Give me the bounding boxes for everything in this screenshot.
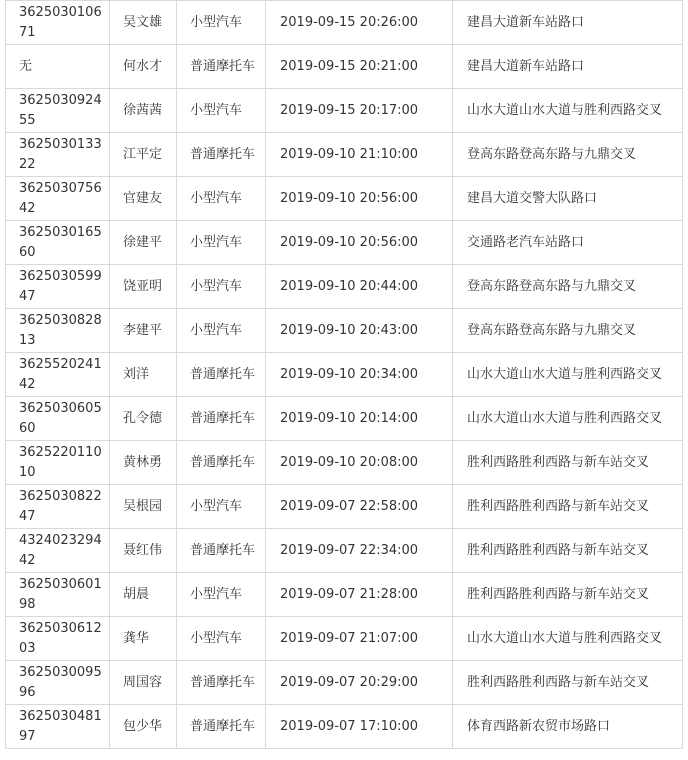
time-cell [266, 45, 453, 89]
vehicle-type-cell [177, 397, 266, 441]
location-cell-text: 山水大道山水大道与胜利西路交叉 [467, 410, 663, 426]
location-cell [453, 353, 683, 397]
location-cell-text: 登高东路登高东路与九鼎交叉 [467, 278, 637, 294]
vehicle-type-cell [177, 617, 266, 661]
id-cell-text: 362503060560 [19, 400, 102, 436]
time-cell [266, 265, 453, 309]
table-row [6, 45, 683, 89]
time-cell [266, 221, 453, 265]
vehicle-type-cell [177, 265, 266, 309]
name-cell [110, 573, 177, 617]
time-cell-text: 2019-09-07 20:29:00 [280, 674, 419, 690]
name-cell [110, 177, 177, 221]
id-cell-text: 362503048197 [19, 708, 102, 744]
vehicle-type-cell [177, 177, 266, 221]
vehicle-type-cell-text: 小型汽车 [190, 630, 243, 646]
time-cell [266, 705, 453, 749]
id-cell [6, 397, 110, 441]
name-cell [110, 617, 177, 661]
vehicle-type-cell [177, 353, 266, 397]
location-cell [453, 661, 683, 705]
time-cell [266, 309, 453, 353]
time-cell [266, 1, 453, 45]
name-cell [110, 661, 177, 705]
time-cell-text: 2019-09-10 21:10:00 [280, 146, 419, 162]
table-row [6, 1, 683, 45]
name-cell [110, 485, 177, 529]
id-cell [6, 573, 110, 617]
vehicle-type-cell [177, 573, 266, 617]
location-cell [453, 397, 683, 441]
id-cell-text: 362503082813 [19, 312, 102, 348]
table-row [6, 221, 683, 265]
id-cell [6, 705, 110, 749]
id-cell-text: 362503061203 [19, 620, 102, 656]
table-row [6, 485, 683, 529]
id-cell [6, 221, 110, 265]
time-cell [266, 573, 453, 617]
name-cell [110, 1, 177, 45]
table-body [6, 1, 683, 749]
vehicle-type-cell-text: 小型汽车 [190, 322, 243, 338]
location-cell [453, 1, 683, 45]
table-row [6, 661, 683, 705]
table-row [6, 617, 683, 661]
table-row [6, 441, 683, 485]
table-row [6, 265, 683, 309]
vehicle-type-cell-text: 小型汽车 [190, 278, 243, 294]
id-cell [6, 1, 110, 45]
location-cell-text: 胜利西路胜利西路与新车站交叉 [467, 498, 650, 514]
vehicle-type-cell [177, 1, 266, 45]
time-cell [266, 617, 453, 661]
vehicle-type-cell-text: 普通摩托车 [190, 718, 256, 734]
location-cell [453, 705, 683, 749]
location-cell [453, 573, 683, 617]
table-row [6, 353, 683, 397]
vehicle-type-cell-text: 普通摩托车 [190, 454, 256, 470]
name-cell-text: 包少华 [123, 718, 163, 734]
vehicle-type-cell-text: 小型汽车 [190, 14, 243, 30]
name-cell [110, 529, 177, 573]
vehicle-type-cell-text: 普通摩托车 [190, 366, 256, 382]
vehicle-type-cell [177, 89, 266, 133]
location-cell-text: 建昌大道交警大队路口 [467, 190, 598, 206]
time-cell-text: 2019-09-10 20:44:00 [280, 278, 419, 294]
vehicle-type-cell [177, 661, 266, 705]
name-cell-text: 吴根园 [123, 498, 163, 514]
vehicle-type-cell-text: 普通摩托车 [190, 410, 256, 426]
name-cell [110, 89, 177, 133]
vehicle-type-cell [177, 485, 266, 529]
vehicle-type-cell [177, 529, 266, 573]
time-cell-text: 2019-09-07 17:10:00 [280, 718, 419, 734]
id-cell [6, 265, 110, 309]
time-cell-text: 2019-09-15 20:26:00 [280, 14, 419, 30]
location-cell-text: 胜利西路胜利西路与新车站交叉 [467, 454, 650, 470]
location-cell-text: 胜利西路胜利西路与新车站交叉 [467, 586, 650, 602]
id-cell-text: 362503075642 [19, 180, 102, 216]
vehicle-type-cell [177, 441, 266, 485]
name-cell-text: 孔令德 [123, 410, 163, 426]
time-cell-text: 2019-09-10 20:08:00 [280, 454, 419, 470]
vehicle-type-cell [177, 309, 266, 353]
location-cell [453, 89, 683, 133]
time-cell [266, 529, 453, 573]
id-cell [6, 661, 110, 705]
time-cell-text: 2019-09-10 20:34:00 [280, 366, 419, 382]
name-cell-text: 官建友 [123, 190, 163, 206]
id-cell [6, 485, 110, 529]
table-row [6, 133, 683, 177]
id-cell-text: 362503013322 [19, 136, 102, 172]
name-cell [110, 441, 177, 485]
location-cell-text: 登高东路登高东路与九鼎交叉 [467, 322, 637, 338]
time-cell [266, 133, 453, 177]
location-cell-text: 登高东路登高东路与九鼎交叉 [467, 146, 637, 162]
id-cell [6, 529, 110, 573]
table-row [6, 89, 683, 133]
vehicle-type-cell-text: 小型汽车 [190, 586, 243, 602]
location-cell-text: 山水大道山水大道与胜利西路交叉 [467, 102, 663, 118]
name-cell-text: 何水才 [123, 58, 163, 74]
location-cell-text: 体育西路新农贸市场路口 [467, 718, 611, 734]
vehicle-type-cell-text: 普通摩托车 [190, 58, 256, 74]
vehicle-type-cell [177, 133, 266, 177]
vehicle-type-cell [177, 221, 266, 265]
location-cell-text: 山水大道山水大道与胜利西路交叉 [467, 630, 663, 646]
vehicle-type-cell [177, 45, 266, 89]
time-cell-text: 2019-09-10 20:56:00 [280, 234, 419, 250]
id-cell-text: 无 [19, 58, 33, 74]
name-cell-text: 刘洋 [123, 366, 150, 382]
location-cell [453, 529, 683, 573]
time-cell-text: 2019-09-15 20:17:00 [280, 102, 419, 118]
time-cell [266, 353, 453, 397]
table-row [6, 529, 683, 573]
time-cell [266, 441, 453, 485]
name-cell-text: 徐建平 [123, 234, 163, 250]
time-cell-text: 2019-09-07 21:28:00 [280, 586, 419, 602]
name-cell [110, 705, 177, 749]
id-cell-text: 362552024142 [19, 356, 102, 392]
location-cell-text: 胜利西路胜利西路与新车站交叉 [467, 542, 650, 558]
location-cell-text: 建昌大道新车站路口 [467, 14, 585, 30]
name-cell [110, 133, 177, 177]
name-cell-text: 徐茜茜 [123, 102, 163, 118]
table-row [6, 177, 683, 221]
time-cell-text: 2019-09-15 20:21:00 [280, 58, 419, 74]
location-cell-text: 建昌大道新车站路口 [467, 58, 585, 74]
name-cell [110, 397, 177, 441]
vehicle-type-cell-text: 普通摩托车 [190, 674, 256, 690]
time-cell-text: 2019-09-10 20:43:00 [280, 322, 419, 338]
location-cell [453, 485, 683, 529]
name-cell [110, 309, 177, 353]
vehicle-type-cell-text: 小型汽车 [190, 498, 243, 514]
location-cell [453, 221, 683, 265]
vehicle-type-cell-text: 小型汽车 [190, 190, 243, 206]
id-cell [6, 177, 110, 221]
id-cell [6, 309, 110, 353]
id-cell-text: 362503016560 [19, 224, 102, 260]
name-cell [110, 45, 177, 89]
name-cell-text: 李建平 [123, 322, 163, 338]
name-cell-text: 周国容 [123, 674, 163, 690]
id-cell [6, 353, 110, 397]
location-cell [453, 617, 683, 661]
location-cell [453, 177, 683, 221]
name-cell [110, 221, 177, 265]
id-cell-text: 362503092455 [19, 92, 102, 128]
time-cell [266, 177, 453, 221]
table-row [6, 397, 683, 441]
name-cell-text: 黄林勇 [123, 454, 163, 470]
vehicle-type-cell [177, 705, 266, 749]
id-cell [6, 441, 110, 485]
location-cell [453, 265, 683, 309]
vehicle-type-cell-text: 普通摩托车 [190, 146, 256, 162]
id-cell [6, 133, 110, 177]
id-cell-text: 362522011010 [19, 444, 102, 480]
name-cell-text: 聂红伟 [123, 542, 163, 558]
id-cell [6, 45, 110, 89]
vehicle-type-cell-text: 小型汽车 [190, 102, 243, 118]
time-cell [266, 397, 453, 441]
id-cell-text: 362503059947 [19, 268, 102, 304]
name-cell-text: 吴文雄 [123, 14, 163, 30]
name-cell-text: 胡晨 [123, 586, 150, 602]
table-row [6, 309, 683, 353]
violation-records-table [5, 0, 683, 749]
location-cell-text: 山水大道山水大道与胜利西路交叉 [467, 366, 663, 382]
time-cell-text: 2019-09-10 20:14:00 [280, 410, 419, 426]
location-cell [453, 441, 683, 485]
vehicle-type-cell-text: 普通摩托车 [190, 542, 256, 558]
id-cell-text: 362503060198 [19, 576, 102, 612]
name-cell-text: 龚华 [123, 630, 150, 646]
table-row [6, 573, 683, 617]
time-cell [266, 89, 453, 133]
name-cell [110, 265, 177, 309]
time-cell-text: 2019-09-07 22:58:00 [280, 498, 419, 514]
time-cell [266, 661, 453, 705]
id-cell-text: 362503010671 [19, 4, 102, 40]
table-row [6, 705, 683, 749]
id-cell-text: 362503082247 [19, 488, 102, 524]
location-cell-text: 交通路老汽车站路口 [467, 234, 585, 250]
location-cell [453, 45, 683, 89]
time-cell [266, 485, 453, 529]
id-cell-text: 432402329442 [19, 532, 102, 568]
name-cell-text: 饶亚明 [123, 278, 163, 294]
name-cell-text: 江平定 [123, 146, 163, 162]
time-cell-text: 2019-09-10 20:56:00 [280, 190, 419, 206]
id-cell [6, 89, 110, 133]
location-cell [453, 309, 683, 353]
name-cell [110, 353, 177, 397]
id-cell-text: 362503009596 [19, 664, 102, 700]
time-cell-text: 2019-09-07 21:07:00 [280, 630, 419, 646]
location-cell [453, 133, 683, 177]
vehicle-type-cell-text: 小型汽车 [190, 234, 243, 250]
location-cell-text: 胜利西路胜利西路与新车站交叉 [467, 674, 650, 690]
time-cell-text: 2019-09-07 22:34:00 [280, 542, 419, 558]
id-cell [6, 617, 110, 661]
